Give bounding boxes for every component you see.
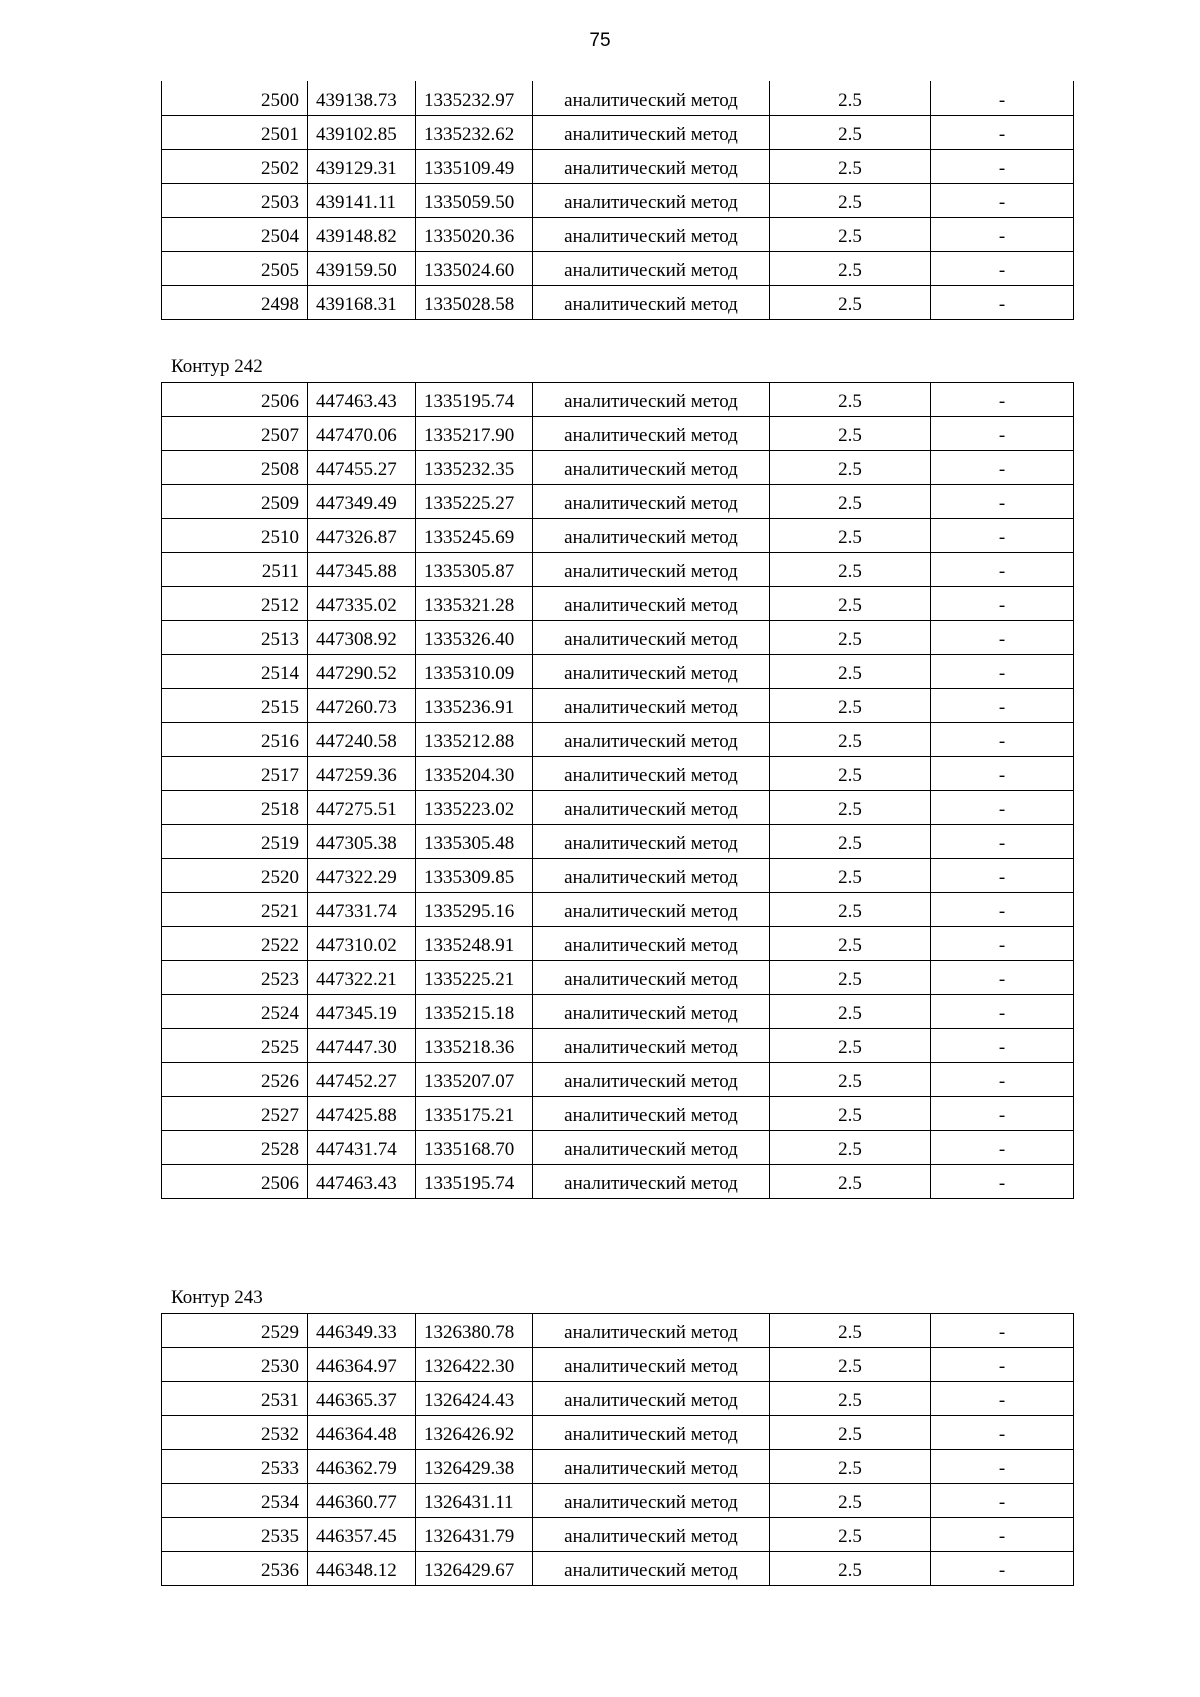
description-cell: -: [931, 285, 1074, 319]
description-cell: -: [931, 1484, 1074, 1518]
table-row: [162, 1314, 1074, 1348]
point-number-cell: 2501: [162, 115, 308, 149]
description-cell: -: [931, 757, 1074, 791]
point-number-cell: 2512: [162, 587, 308, 621]
method-cell: аналитический метод: [533, 859, 770, 893]
x-coordinate-cell: 447240.58: [308, 723, 416, 757]
description-cell: -: [931, 689, 1074, 723]
point-number-cell: 2520: [162, 859, 308, 893]
x-coordinate-cell: 447322.29: [308, 859, 416, 893]
description-cell: -: [931, 1552, 1074, 1586]
method-cell: аналитический метод: [533, 893, 770, 927]
x-coordinate-cell: 446364.48: [308, 1416, 416, 1450]
coordinates-table: [161, 382, 1074, 1199]
y-coordinate-cell: 1335175.21: [416, 1097, 533, 1131]
x-coordinate-cell: 447349.49: [308, 485, 416, 519]
table-row: [162, 1382, 1074, 1416]
x-coordinate-cell: 446365.37: [308, 1382, 416, 1416]
table-row: [162, 115, 1074, 149]
method-cell: аналитический метод: [533, 1416, 770, 1450]
table-row: [162, 1450, 1074, 1484]
point-number-cell: 2527: [162, 1097, 308, 1131]
description-cell: -: [931, 1450, 1074, 1484]
table-row: [162, 149, 1074, 183]
x-coordinate-cell: 447259.36: [308, 757, 416, 791]
point-number-cell: 2519: [162, 825, 308, 859]
x-coordinate-cell: 447335.02: [308, 587, 416, 621]
point-number-cell: 2529: [162, 1314, 308, 1348]
table-row: [162, 383, 1074, 417]
y-coordinate-cell: 1335207.07: [416, 1063, 533, 1097]
method-cell: аналитический метод: [533, 183, 770, 217]
x-coordinate-cell: 447326.87: [308, 519, 416, 553]
accuracy-cell: 2.5: [770, 825, 931, 859]
y-coordinate-cell: 1335217.90: [416, 417, 533, 451]
x-coordinate-cell: 447463.43: [308, 383, 416, 417]
method-cell: аналитический метод: [533, 553, 770, 587]
accuracy-cell: 2.5: [770, 451, 931, 485]
x-coordinate-cell: 447331.74: [308, 893, 416, 927]
accuracy-cell: 2.5: [770, 519, 931, 553]
accuracy-cell: 2.5: [770, 859, 931, 893]
point-number-cell: 2507: [162, 417, 308, 451]
y-coordinate-cell: 1335059.50: [416, 183, 533, 217]
point-number-cell: 2506: [162, 383, 308, 417]
y-coordinate-cell: 1335310.09: [416, 655, 533, 689]
point-number-cell: 2530: [162, 1348, 308, 1382]
method-cell: аналитический метод: [533, 927, 770, 961]
description-cell: -: [931, 995, 1074, 1029]
x-coordinate-cell: 447463.43: [308, 1165, 416, 1199]
y-coordinate-cell: 1335309.85: [416, 859, 533, 893]
description-cell: -: [931, 825, 1074, 859]
accuracy-cell: 2.5: [770, 791, 931, 825]
y-coordinate-cell: 1335028.58: [416, 285, 533, 319]
table-row: [162, 791, 1074, 825]
table-row: [162, 183, 1074, 217]
x-coordinate-cell: 447345.19: [308, 995, 416, 1029]
description-cell: -: [931, 1029, 1074, 1063]
description-cell: -: [931, 1131, 1074, 1165]
point-number-cell: 2511: [162, 553, 308, 587]
point-number-cell: 2498: [162, 285, 308, 319]
table-section-contour-242: [161, 345, 1073, 1199]
method-cell: аналитический метод: [533, 1165, 770, 1199]
point-number-cell: 2531: [162, 1382, 308, 1416]
description-cell: -: [931, 1518, 1074, 1552]
point-number-cell: 2500: [162, 81, 308, 115]
method-cell: аналитический метод: [533, 1348, 770, 1382]
y-coordinate-cell: 1335168.70: [416, 1131, 533, 1165]
description-cell: -: [931, 587, 1074, 621]
description-cell: -: [931, 723, 1074, 757]
accuracy-cell: 2.5: [770, 1314, 931, 1348]
accuracy-cell: 2.5: [770, 149, 931, 183]
accuracy-cell: 2.5: [770, 383, 931, 417]
x-coordinate-cell: 447305.38: [308, 825, 416, 859]
method-cell: аналитический метод: [533, 961, 770, 995]
table-row: [162, 217, 1074, 251]
description-cell: -: [931, 519, 1074, 553]
method-cell: аналитический метод: [533, 1484, 770, 1518]
x-coordinate-cell: 439148.82: [308, 217, 416, 251]
y-coordinate-cell: 1335215.18: [416, 995, 533, 1029]
accuracy-cell: 2.5: [770, 485, 931, 519]
accuracy-cell: 2.5: [770, 1348, 931, 1382]
point-number-cell: 2513: [162, 621, 308, 655]
table-row: [162, 485, 1074, 519]
table-row: [162, 285, 1074, 319]
x-coordinate-cell: 439138.73: [308, 81, 416, 115]
x-coordinate-cell: 447345.88: [308, 553, 416, 587]
description-cell: -: [931, 217, 1074, 251]
description-cell: -: [931, 1097, 1074, 1131]
description-cell: -: [931, 383, 1074, 417]
accuracy-cell: 2.5: [770, 689, 931, 723]
point-number-cell: 2502: [162, 149, 308, 183]
x-coordinate-cell: 447447.30: [308, 1029, 416, 1063]
y-coordinate-cell: 1326429.38: [416, 1450, 533, 1484]
table-row: [162, 961, 1074, 995]
y-coordinate-cell: 1326431.11: [416, 1484, 533, 1518]
table-row: [162, 995, 1074, 1029]
y-coordinate-cell: 1335248.91: [416, 927, 533, 961]
point-number-cell: 2509: [162, 485, 308, 519]
description-cell: -: [931, 893, 1074, 927]
table-row: [162, 1131, 1074, 1165]
point-number-cell: 2506: [162, 1165, 308, 1199]
y-coordinate-cell: 1335236.91: [416, 689, 533, 723]
table-row: [162, 1552, 1074, 1586]
accuracy-cell: 2.5: [770, 81, 931, 115]
table-row: [162, 1165, 1074, 1199]
y-coordinate-cell: 1326429.67: [416, 1552, 533, 1586]
description-cell: -: [931, 1314, 1074, 1348]
x-coordinate-cell: 447322.21: [308, 961, 416, 995]
point-number-cell: 2510: [162, 519, 308, 553]
contour-label: Контур 243: [171, 1287, 263, 1308]
y-coordinate-cell: 1335245.69: [416, 519, 533, 553]
x-coordinate-cell: 447275.51: [308, 791, 416, 825]
x-coordinate-cell: 439129.31: [308, 149, 416, 183]
point-number-cell: 2534: [162, 1484, 308, 1518]
method-cell: аналитический метод: [533, 519, 770, 553]
accuracy-cell: 2.5: [770, 723, 931, 757]
y-coordinate-cell: 1335295.16: [416, 893, 533, 927]
point-number-cell: 2516: [162, 723, 308, 757]
point-number-cell: 2505: [162, 251, 308, 285]
y-coordinate-cell: 1335232.35: [416, 451, 533, 485]
description-cell: -: [931, 417, 1074, 451]
point-number-cell: 2504: [162, 217, 308, 251]
table-row: [162, 723, 1074, 757]
method-cell: аналитический метод: [533, 723, 770, 757]
method-cell: аналитический метод: [533, 757, 770, 791]
method-cell: аналитический метод: [533, 383, 770, 417]
method-cell: аналитический метод: [533, 1382, 770, 1416]
table-row: [162, 553, 1074, 587]
description-cell: -: [931, 1348, 1074, 1382]
description-cell: -: [931, 251, 1074, 285]
method-cell: аналитический метод: [533, 1063, 770, 1097]
method-cell: аналитический метод: [533, 587, 770, 621]
point-number-cell: 2533: [162, 1450, 308, 1484]
method-cell: аналитический метод: [533, 1552, 770, 1586]
method-cell: аналитический метод: [533, 417, 770, 451]
table-row: [162, 1416, 1074, 1450]
accuracy-cell: 2.5: [770, 1416, 931, 1450]
table-row: [162, 621, 1074, 655]
y-coordinate-cell: 1335024.60: [416, 251, 533, 285]
accuracy-cell: 2.5: [770, 961, 931, 995]
y-coordinate-cell: 1335204.30: [416, 757, 533, 791]
x-coordinate-cell: 447310.02: [308, 927, 416, 961]
y-coordinate-cell: 1335232.62: [416, 115, 533, 149]
y-coordinate-cell: 1335020.36: [416, 217, 533, 251]
method-cell: аналитический метод: [533, 115, 770, 149]
table-row: [162, 1518, 1074, 1552]
method-cell: аналитический метод: [533, 81, 770, 115]
x-coordinate-cell: 447455.27: [308, 451, 416, 485]
y-coordinate-cell: 1335232.97: [416, 81, 533, 115]
y-coordinate-cell: 1335195.74: [416, 1165, 533, 1199]
table-row: [162, 519, 1074, 553]
point-number-cell: 2525: [162, 1029, 308, 1063]
point-number-cell: 2508: [162, 451, 308, 485]
description-cell: -: [931, 859, 1074, 893]
accuracy-cell: 2.5: [770, 1450, 931, 1484]
accuracy-cell: 2.5: [770, 757, 931, 791]
coordinates-table: [161, 81, 1074, 320]
description-cell: -: [931, 451, 1074, 485]
x-coordinate-cell: 446348.12: [308, 1552, 416, 1586]
method-cell: аналитический метод: [533, 251, 770, 285]
accuracy-cell: 2.5: [770, 995, 931, 1029]
y-coordinate-cell: 1335326.40: [416, 621, 533, 655]
x-coordinate-cell: 447290.52: [308, 655, 416, 689]
coordinates-table: [161, 1313, 1074, 1586]
x-coordinate-cell: 447425.88: [308, 1097, 416, 1131]
x-coordinate-cell: 447452.27: [308, 1063, 416, 1097]
method-cell: аналитический метод: [533, 285, 770, 319]
point-number-cell: 2514: [162, 655, 308, 689]
method-cell: аналитический метод: [533, 1518, 770, 1552]
description-cell: -: [931, 1382, 1074, 1416]
accuracy-cell: 2.5: [770, 621, 931, 655]
x-coordinate-cell: 447431.74: [308, 1131, 416, 1165]
method-cell: аналитический метод: [533, 689, 770, 723]
y-coordinate-cell: 1326426.92: [416, 1416, 533, 1450]
table-row: [162, 893, 1074, 927]
table-row: [162, 689, 1074, 723]
description-cell: -: [931, 115, 1074, 149]
accuracy-cell: 2.5: [770, 1484, 931, 1518]
method-cell: аналитический метод: [533, 1131, 770, 1165]
point-number-cell: 2518: [162, 791, 308, 825]
method-cell: аналитический метод: [533, 825, 770, 859]
method-cell: аналитический метод: [533, 451, 770, 485]
accuracy-cell: 2.5: [770, 655, 931, 689]
accuracy-cell: 2.5: [770, 115, 931, 149]
table-row: [162, 1348, 1074, 1382]
point-number-cell: 2521: [162, 893, 308, 927]
point-number-cell: 2523: [162, 961, 308, 995]
x-coordinate-cell: 446349.33: [308, 1314, 416, 1348]
description-cell: -: [931, 81, 1074, 115]
point-number-cell: 2522: [162, 927, 308, 961]
y-coordinate-cell: 1335225.21: [416, 961, 533, 995]
method-cell: аналитический метод: [533, 485, 770, 519]
description-cell: -: [931, 961, 1074, 995]
description-cell: -: [931, 1165, 1074, 1199]
description-cell: -: [931, 149, 1074, 183]
accuracy-cell: 2.5: [770, 927, 931, 961]
table-row: [162, 81, 1074, 115]
point-number-cell: 2532: [162, 1416, 308, 1450]
y-coordinate-cell: 1326422.30: [416, 1348, 533, 1382]
x-coordinate-cell: 439141.11: [308, 183, 416, 217]
table-row: [162, 451, 1074, 485]
method-cell: аналитический метод: [533, 1029, 770, 1063]
description-cell: -: [931, 1416, 1074, 1450]
table-row: [162, 655, 1074, 689]
table-section-continued: [161, 81, 1073, 320]
accuracy-cell: 2.5: [770, 217, 931, 251]
description-cell: -: [931, 621, 1074, 655]
table-row: [162, 1097, 1074, 1131]
table-row: [162, 859, 1074, 893]
y-coordinate-cell: 1326380.78: [416, 1314, 533, 1348]
method-cell: аналитический метод: [533, 1450, 770, 1484]
point-number-cell: 2515: [162, 689, 308, 723]
point-number-cell: 2503: [162, 183, 308, 217]
method-cell: аналитический метод: [533, 1314, 770, 1348]
x-coordinate-cell: 446364.97: [308, 1348, 416, 1382]
method-cell: аналитический метод: [533, 217, 770, 251]
accuracy-cell: 2.5: [770, 1063, 931, 1097]
method-cell: аналитический метод: [533, 621, 770, 655]
accuracy-cell: 2.5: [770, 183, 931, 217]
description-cell: -: [931, 1063, 1074, 1097]
y-coordinate-cell: 1335305.87: [416, 553, 533, 587]
accuracy-cell: 2.5: [770, 417, 931, 451]
x-coordinate-cell: 446362.79: [308, 1450, 416, 1484]
y-coordinate-cell: 1335195.74: [416, 383, 533, 417]
accuracy-cell: 2.5: [770, 285, 931, 319]
description-cell: -: [931, 791, 1074, 825]
y-coordinate-cell: 1335212.88: [416, 723, 533, 757]
y-coordinate-cell: 1335223.02: [416, 791, 533, 825]
y-coordinate-cell: 1326431.79: [416, 1518, 533, 1552]
y-coordinate-cell: 1335305.48: [416, 825, 533, 859]
table-row: [162, 825, 1074, 859]
accuracy-cell: 2.5: [770, 1131, 931, 1165]
table-row: [162, 1029, 1074, 1063]
accuracy-cell: 2.5: [770, 1097, 931, 1131]
y-coordinate-cell: 1335321.28: [416, 587, 533, 621]
x-coordinate-cell: 446360.77: [308, 1484, 416, 1518]
accuracy-cell: 2.5: [770, 587, 931, 621]
contour-label: Контур 242: [171, 356, 263, 377]
x-coordinate-cell: 447308.92: [308, 621, 416, 655]
accuracy-cell: 2.5: [770, 553, 931, 587]
table-row: [162, 1484, 1074, 1518]
accuracy-cell: 2.5: [770, 893, 931, 927]
table-row: [162, 251, 1074, 285]
y-coordinate-cell: 1326424.43: [416, 1382, 533, 1416]
table-section-contour-243: [161, 1276, 1073, 1586]
accuracy-cell: 2.5: [770, 1165, 931, 1199]
x-coordinate-cell: 439102.85: [308, 115, 416, 149]
method-cell: аналитический метод: [533, 995, 770, 1029]
description-cell: -: [931, 183, 1074, 217]
method-cell: аналитический метод: [533, 149, 770, 183]
point-number-cell: 2526: [162, 1063, 308, 1097]
table-row: [162, 927, 1074, 961]
x-coordinate-cell: 447260.73: [308, 689, 416, 723]
page-number: 75: [589, 30, 611, 51]
description-cell: -: [931, 485, 1074, 519]
accuracy-cell: 2.5: [770, 1029, 931, 1063]
method-cell: аналитический метод: [533, 791, 770, 825]
point-number-cell: 2528: [162, 1131, 308, 1165]
description-cell: -: [931, 553, 1074, 587]
method-cell: аналитический метод: [533, 1097, 770, 1131]
y-coordinate-cell: 1335225.27: [416, 485, 533, 519]
table-row: [162, 757, 1074, 791]
description-cell: -: [931, 655, 1074, 689]
y-coordinate-cell: 1335109.49: [416, 149, 533, 183]
x-coordinate-cell: 447470.06: [308, 417, 416, 451]
point-number-cell: 2517: [162, 757, 308, 791]
description-cell: -: [931, 927, 1074, 961]
accuracy-cell: 2.5: [770, 1552, 931, 1586]
accuracy-cell: 2.5: [770, 251, 931, 285]
x-coordinate-cell: 439159.50: [308, 251, 416, 285]
x-coordinate-cell: 439168.31: [308, 285, 416, 319]
x-coordinate-cell: 446357.45: [308, 1518, 416, 1552]
y-coordinate-cell: 1335218.36: [416, 1029, 533, 1063]
point-number-cell: 2524: [162, 995, 308, 1029]
method-cell: аналитический метод: [533, 655, 770, 689]
accuracy-cell: 2.5: [770, 1382, 931, 1416]
point-number-cell: 2535: [162, 1518, 308, 1552]
table-row: [162, 587, 1074, 621]
point-number-cell: 2536: [162, 1552, 308, 1586]
accuracy-cell: 2.5: [770, 1518, 931, 1552]
table-row: [162, 1063, 1074, 1097]
table-row: [162, 417, 1074, 451]
